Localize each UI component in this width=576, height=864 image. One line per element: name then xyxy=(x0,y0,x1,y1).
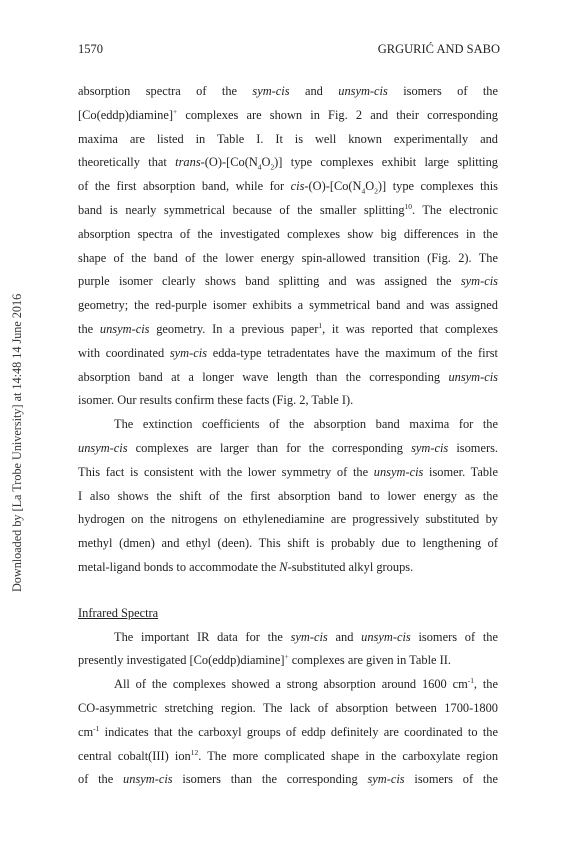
text-line: CO-asymmetric stretching region. The lack of absorption between 1700-1800 xyxy=(78,700,498,715)
text-line: absorption spectra of the sym-cis and unsym-cis isomers of the xyxy=(78,84,498,98)
text-line: shape of the band of the lower energy spin-allowed transition (Fig. 2). The xyxy=(78,250,498,265)
section-gap xyxy=(78,580,498,602)
paragraph xyxy=(78,626,498,674)
text-line: unsym-cis complexes are larger than for the corresponding sym-cis isomers. xyxy=(78,440,498,455)
paragraph xyxy=(78,80,498,413)
text-line: theoretically that trans-$(O)-[Co(N_4O_2)]$ type complexes exhibit large splitting xyxy=(78,155,498,172)
text-line: of the first absorption band, while for cis-$(O)-[Co(N_4O_2)]$ type complexes this xyxy=(78,179,498,196)
paragraph xyxy=(78,673,498,792)
text-line: This fact is consistent with the lower symmetry of the unsym-cis isomer. Table xyxy=(78,464,498,479)
text-line: central cobalt(III) ion$^{12}$. The more complicated shape in the carboxylate region xyxy=(78,747,499,763)
text-line: isomer. Our results confirm these facts (Fig. 2, Table I). xyxy=(78,393,354,408)
download-watermark: Downloaded by [La Trobe University] at 14:48 14 June 2016 xyxy=(10,293,24,592)
text-line: metal-ligand bonds to accommodate the N-substituted alkyl groups. xyxy=(78,559,414,574)
text-line: [Co(eddp)diamine]+ complexes are shown in Fig. 2 and their corresponding xyxy=(78,106,498,122)
text-line: hydrogen on the nitrogens on ethylenediamine are progressively substituted by xyxy=(78,512,498,527)
text-line: absorption band at a longer wave length than the corresponding unsym-cis xyxy=(78,369,498,384)
text-line: the unsym-cis geometry. In a previous paper$^1$, it was reported that complexes xyxy=(78,320,498,336)
text-line: maxima are listed in Table I. It is well known experimentally and xyxy=(78,131,498,146)
article-body xyxy=(78,80,498,792)
text-line: geometry; the red-purple isomer exhibits a symmetrical band and was assigned xyxy=(78,298,498,313)
page-header xyxy=(78,42,500,60)
text-line: with coordinated sym-cis edda-type tetradentates have the maximum of the first xyxy=(78,345,498,360)
text-line: presently investigated [Co(eddp)diamine]+ complexes are given in Table II. xyxy=(78,652,451,668)
text-line: The extinction coefficients of the absorption band maxima for the xyxy=(114,417,498,432)
text-line: methyl (dmen) and ethyl (deen). This shift is probably due to lengthening of xyxy=(78,536,498,551)
text-line: I also shows the shift of the first absorption band to lower energy as the xyxy=(78,488,498,503)
text-line: All of the complexes showed a strong absorption around 1600 $cm^{-1}$, the xyxy=(114,676,498,692)
text-line: of the unsym-cis isomers than the corresponding sym-cis isomers of the xyxy=(78,772,498,787)
text-line: absorption spectra of the investigated complexes show big differences in the xyxy=(78,226,498,241)
page-number: 1570 xyxy=(78,42,103,56)
text-line: $cm^{-1}$ indicates that the carboxyl groups of eddp definitely are coordinated to the xyxy=(78,723,498,739)
running-head: GRGURIĆ AND SABO xyxy=(377,42,500,56)
section-heading: Infrared Spectra xyxy=(78,605,159,620)
text-line: The important IR data for the sym-cis and unsym-cis isomers of the xyxy=(114,629,498,644)
text-line: purple isomer clearly shows band splitting and was assigned the sym-cis xyxy=(78,274,498,289)
text-line: band is nearly symmetrical because of the smaller splitting$^{10}$. The electronic xyxy=(78,201,498,217)
paragraph xyxy=(78,413,498,580)
